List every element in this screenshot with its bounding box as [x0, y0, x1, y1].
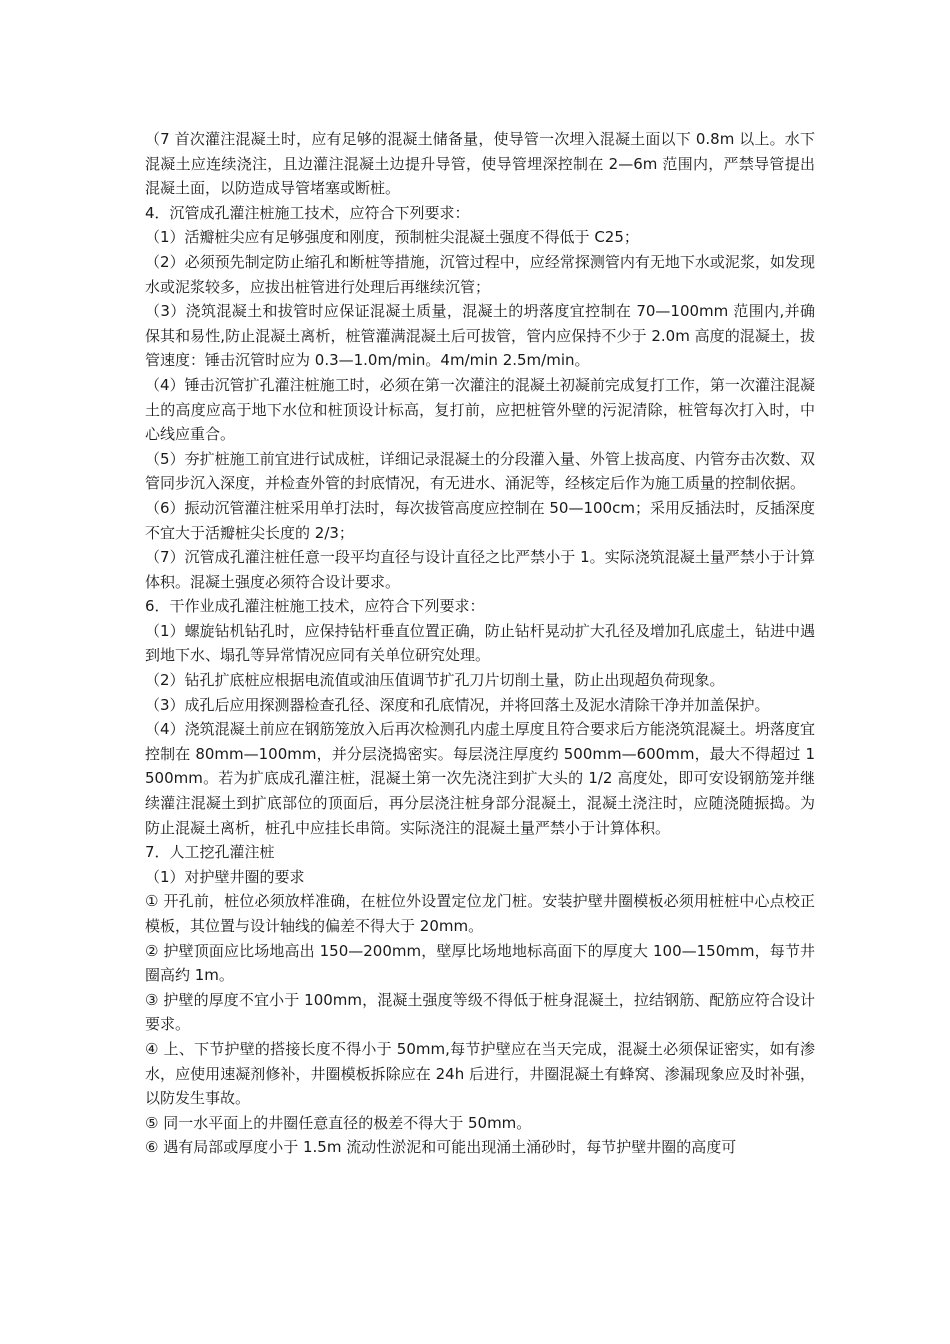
paragraph: （6）振动沉管灌注桩采用单打法时，每次拔管高度应控制在 50—100cm；采用反插法时，反插深度不宜大于活瓣桩尖长度的 2/3；	[145, 498, 815, 542]
paragraph: （3）浇筑混凝土和拔管时应保证混凝土质量，混凝土的坍落度宜控制在 70—100mm 范围内,并确保其和易性,防止混凝土离析，桩管灌满混凝土后可拔管，管内应保持不少于 2.0m 高度的混凝土，拔管速度：锤击沉管时应为 0.3—1.0m/min。4m/min 2.5m/min。	[145, 302, 815, 370]
section-heading: 7．人工挖孔灌注桩	[145, 843, 275, 862]
list-item: ⑤ 同一水平面上的井圈任意直径的极差不得大于 50mm。	[145, 1113, 532, 1132]
paragraph: （7）沉管成孔灌注桩任意一段平均直径与设计直径之比严禁小于 1。实际浇筑混凝土量严禁小于计算体积。混凝土强度必须符合设计要求。	[145, 548, 815, 591]
subsection-heading: （1）对护壁井圈的要求	[145, 867, 305, 886]
paragraph: （4）浇筑混凝土前应在钢筋笼放入后再次检测孔内虚土厚度且符合要求后方能浇筑混凝土。坍落度宜控制在 80mm—100mm，并分层浇捣密实。每层浇注厚度约 500mm—600mm，最大不得超过 1500mm。若为扩底成孔灌注桩，混凝土第一次先浇注到扩大头的 1/2 高度处，即可安设钢筋笼并继续灌注混凝土到扩底部位的顶面后，再分层浇注桩身部分混凝土，混凝土浇注时，应随浇随振捣。为防止混凝土离析，桩孔中应挂长串筒。实际浇注的混凝土量严禁小于计算体积。	[145, 720, 815, 837]
section-heading: 4．沉管成孔灌注桩施工技术，应符合下列要求：	[145, 203, 470, 222]
document-body	[145, 127, 815, 1160]
list-item: ③ 护壁的厚度不宜小于 100mm，混凝土强度等级不得低于桩身混凝土，拉结钢筋、配筋应符合设计要求。	[145, 990, 815, 1034]
list-item: ⑥ 遇有局部或厚度小于 1.5m 流动性淤泥和可能出现涌土涌砂时，每节护壁井圈的高度可	[145, 1138, 737, 1157]
paragraph: （4）锤击沉管扩孔灌注桩施工时，必须在第一次灌注的混凝土初凝前完成复打工作，第一次灌注混凝土的高度应高于地下水位和桩顶设计标高，复打前，应把桩管外壁的污泥清除，桩管每次打入时，中心线应重合。	[145, 375, 815, 444]
list-item: ① 开孔前，桩位必须放样准确，在桩位外设置定位龙门桩。安装护壁井圈模板必须用桩桩中心点校正模板，其位置与设计轴线的偏差不得大于 20mm。	[145, 892, 815, 935]
list-item: ④ 上、下节护壁的搭接长度不得小于 50mm,每节护壁应在当天完成，混凝土必须保证密实，如有渗水，应使用速凝剂修补，井圈模板拆除应在 24h 后进行，井圈混凝土有蜂窝、渗漏现象应及时补强，以防发生事故。	[145, 1039, 815, 1108]
paragraph: （5）夯扩桩施工前宜进行试成桩，详细记录混凝土的分段灌入量、外管上拔高度、内管夯击次数、双管同步沉入深度，并检查外管的封底情况，有无进水、涌泥等，经核定后作为施工质量的控制依据。	[145, 449, 815, 493]
paragraph: （2）必须预先制定防止缩孔和断桩等措施，沉管过程中，应经常探测管内有无地下水或泥浆，如发现水或泥浆较多，应拔出桩管进行处理后再继续沉管；	[145, 252, 815, 296]
paragraph: （1）活瓣桩尖应有足够强度和刚度，预制桩尖混凝土强度不得低于 C25；	[145, 228, 639, 247]
paragraph: （3）成孔后应用探测器检查孔径、深度和孔底情况，并将回落土及泥水清除干净并加盖保护。	[145, 695, 770, 714]
paragraph: （7 首次灌注混凝土时，应有足够的混凝土储备量，使导管一次埋入混凝土面以下 0.8m 以上。水下混凝土应连续浇注，且边灌注混凝土边提升导管，使导管埋深控制在 2—6m 范围内，严禁导管提出混凝土面，以防造成导管堵塞或断桩。	[145, 130, 815, 198]
list-item: ② 护壁顶面应比场地高出 150—200mm，壁厚比场地地标高面下的厚度大 100—150mm，每节井圈高约 1m。	[145, 941, 815, 985]
section-heading: 6．干作业成孔灌注桩施工技术，应符合下列要求：	[145, 597, 485, 616]
paragraph: （2）钻孔扩底桩应根据电流值或油压值调节扩孔刀片切削土量，防止出现超负荷现象。	[145, 671, 725, 690]
paragraph: （1）螺旋钻机钻孔时，应保持钻杆垂直位置正确，防止钻杆晃动扩大孔径及增加孔底虚土，钻进中遇到地下水、塌孔等异常情况应同有关单位研究处理。	[145, 621, 815, 665]
